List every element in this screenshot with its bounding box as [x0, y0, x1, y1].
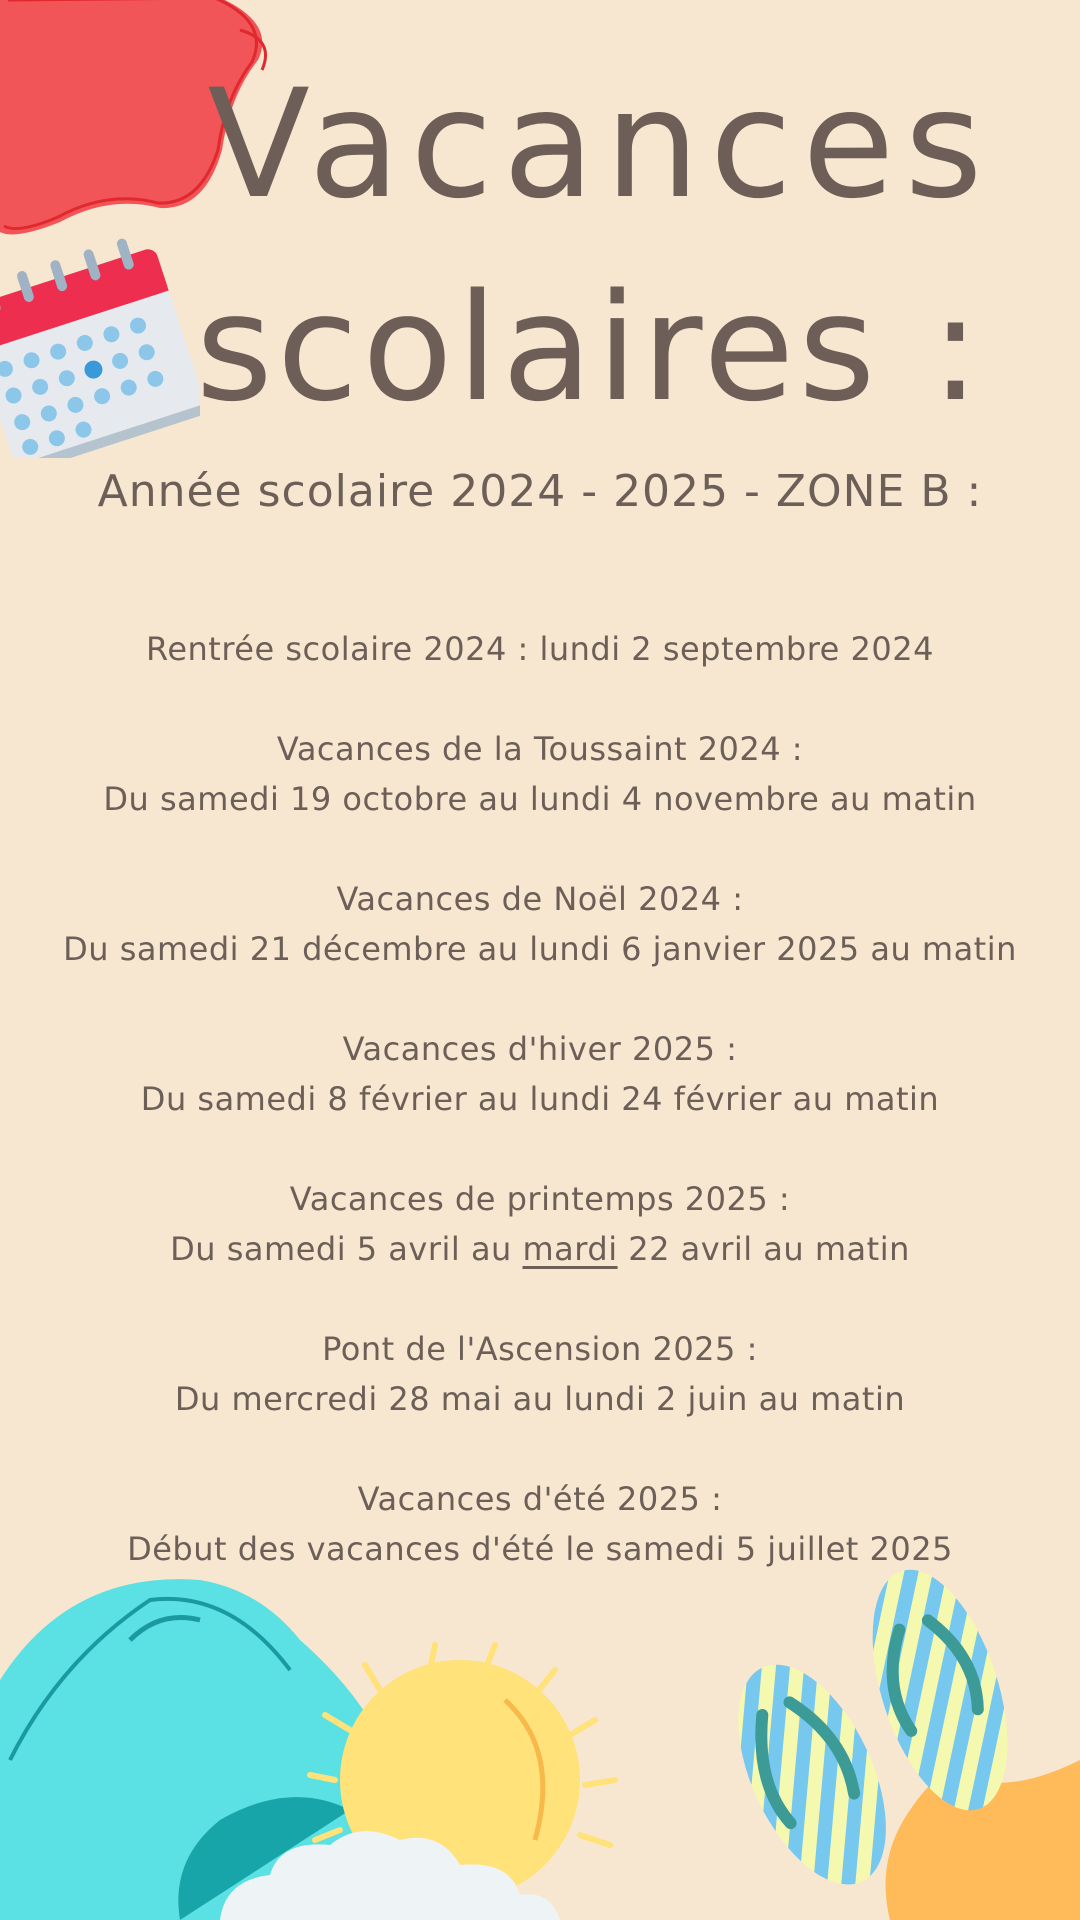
page-title: Vacances	[207, 58, 993, 232]
ete-item	[0, 1474, 1080, 1574]
holiday-schedule	[0, 624, 1080, 1624]
toussaint-heading: Vacances de la Toussaint 2024 :	[276, 730, 804, 768]
printemps-dates-underlined: mardi	[522, 1230, 618, 1268]
noel-dates: Du samedi 21 décembre au lundi 6 janvier 2025 au matin	[63, 930, 1017, 968]
noel-item	[0, 874, 1080, 974]
cloud-icon	[220, 1820, 640, 1920]
toussaint-dates: Du samedi 19 octobre au lundi 4 novembre au matin	[103, 780, 977, 818]
page-title-line2: scolaires :	[195, 262, 985, 434]
rentree-line: Rentrée scolaire 2024 : lundi 2 septembre 2024	[146, 630, 934, 668]
rentree-item	[0, 624, 1080, 674]
printemps-dates-end: 22 avril au matin	[617, 1230, 910, 1268]
printemps-heading: Vacances de printemps 2025 :	[289, 1180, 791, 1218]
toussaint-item	[0, 724, 1080, 824]
printemps-dates	[0, 1224, 1080, 1274]
hiver-dates: Du samedi 8 février au lundi 24 février au matin	[140, 1080, 940, 1118]
ascension-item	[0, 1324, 1080, 1424]
hiver-heading: Vacances d'hiver 2025 :	[342, 1030, 738, 1068]
ascension-dates: Du mercredi 28 mai au lundi 2 juin au matin	[174, 1380, 906, 1418]
printemps-item	[0, 1174, 1080, 1274]
hiver-item	[0, 1024, 1080, 1124]
ascension-heading: Pont de l'Ascension 2025 :	[322, 1330, 758, 1368]
printemps-dates-start: Du samedi 5 avril au	[170, 1230, 523, 1268]
noel-heading: Vacances de Noël 2024 :	[336, 880, 744, 918]
school-year-subtitle: Année scolaire 2024 - 2025 - ZONE B :	[97, 466, 983, 517]
ete-dates: Début des vacances d'été le samedi 5 juillet 2025	[127, 1530, 953, 1568]
ete-heading: Vacances d'été 2025 :	[357, 1480, 723, 1518]
